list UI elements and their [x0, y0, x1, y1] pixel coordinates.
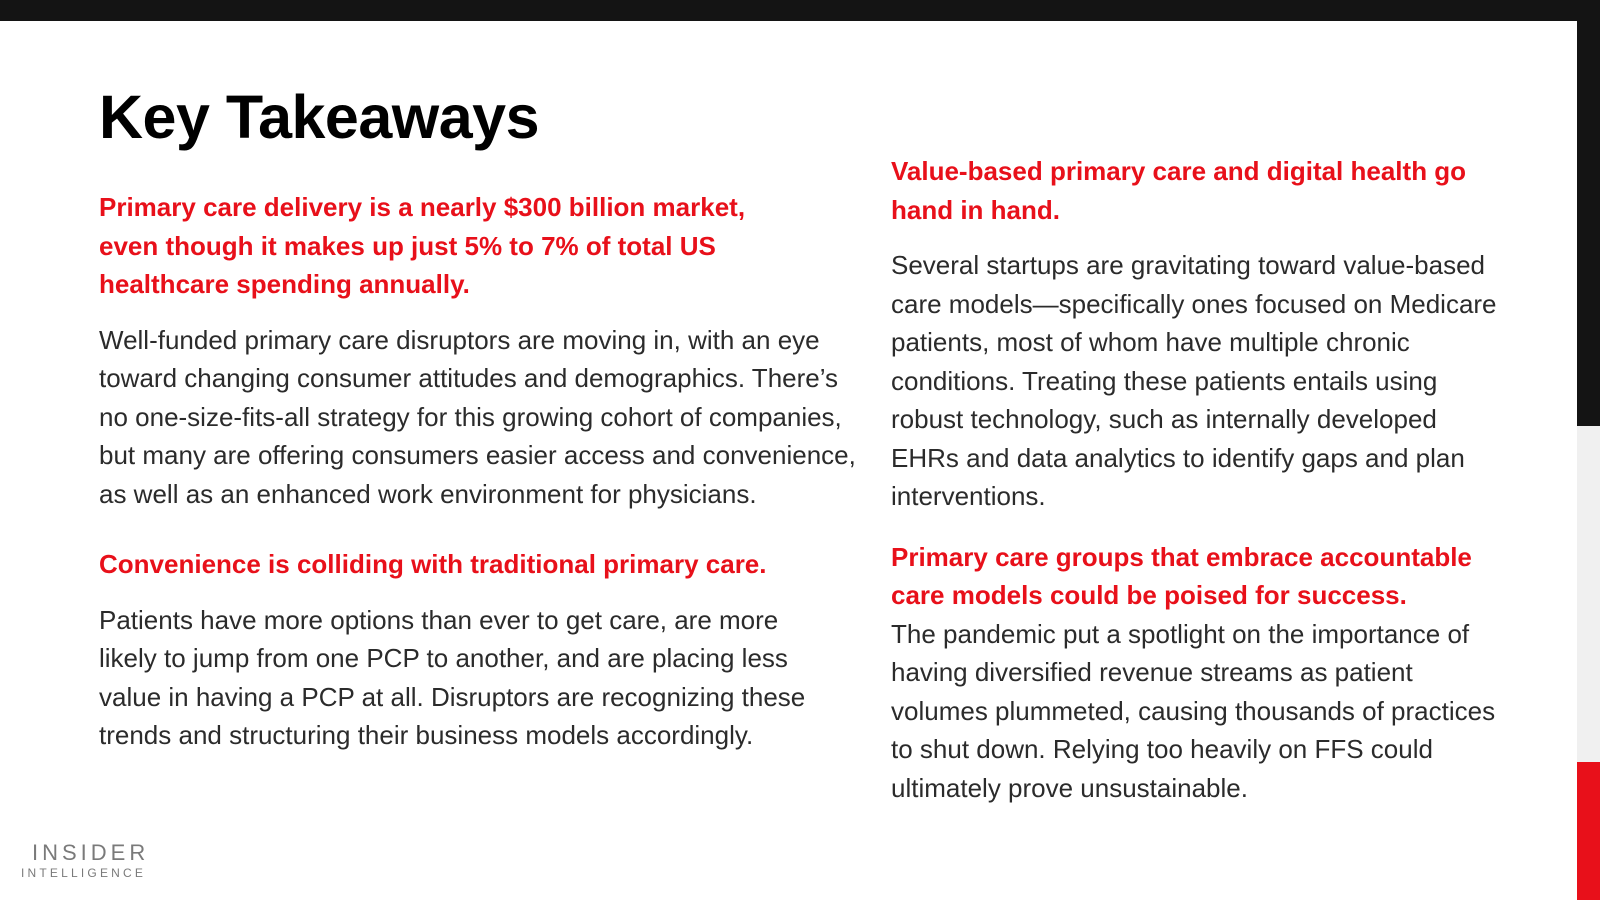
logo-line-1: INSIDER	[32, 840, 150, 865]
side-bar-dark	[1577, 21, 1600, 426]
takeaway-body: Several startups are gravitating toward value-based care models—specifically ones focused on Medicare patients, most of whom have multiple chronic conditions. Treating these patients entails using robust technology, such as internally developed EHRs and data analytics to identify gaps and plan interventions.	[891, 250, 1497, 511]
side-bar-light	[1577, 426, 1600, 762]
logo-line-2: INTELLIGENCE	[21, 866, 147, 880]
takeaway-heading: Value-based primary care and digital health go hand in hand.	[891, 156, 1467, 225]
right-column	[891, 152, 1531, 807]
takeaway-body: The pandemic put a spotlight on the importance of having diversified revenue streams as patient volumes plummeted, causing thousands of practices to shut down. Relying too heavily on FFS could ultimately prove unsustainable.	[891, 618, 1496, 803]
takeaway-heading: Primary care delivery is a nearly $300 billion market, even though it makes up just 5% to 7% of total US healthcare spending annually.	[99, 192, 746, 299]
takeaway-heading: Convenience is colliding with traditional primary care.	[99, 549, 767, 579]
insider-intelligence-logo	[21, 841, 149, 880]
page-title: Key Takeaways	[99, 83, 540, 151]
takeaway-heading: Primary care groups that embrace accountable care models could be poised for success.	[891, 541, 1472, 610]
side-bar-accent	[1577, 762, 1600, 900]
takeaway-body: Patients have more options than ever to get care, are more likely to jump from one PCP to another, and are placing less value in having a PCP at all. Disruptors are recognizing these trends and structuring their business models accordingly.	[99, 604, 806, 750]
top-bar	[0, 0, 1600, 21]
left-column	[99, 188, 869, 755]
takeaway-body: Well-funded primary care disruptors are moving in, with an eye toward changing consumer attitudes and demographics. There’s no one-size-fits-all strategy for this growing cohort of companies, but many are offering consumers easier access and convenience, as well as an enhanced work environment for physicians.	[99, 324, 856, 509]
